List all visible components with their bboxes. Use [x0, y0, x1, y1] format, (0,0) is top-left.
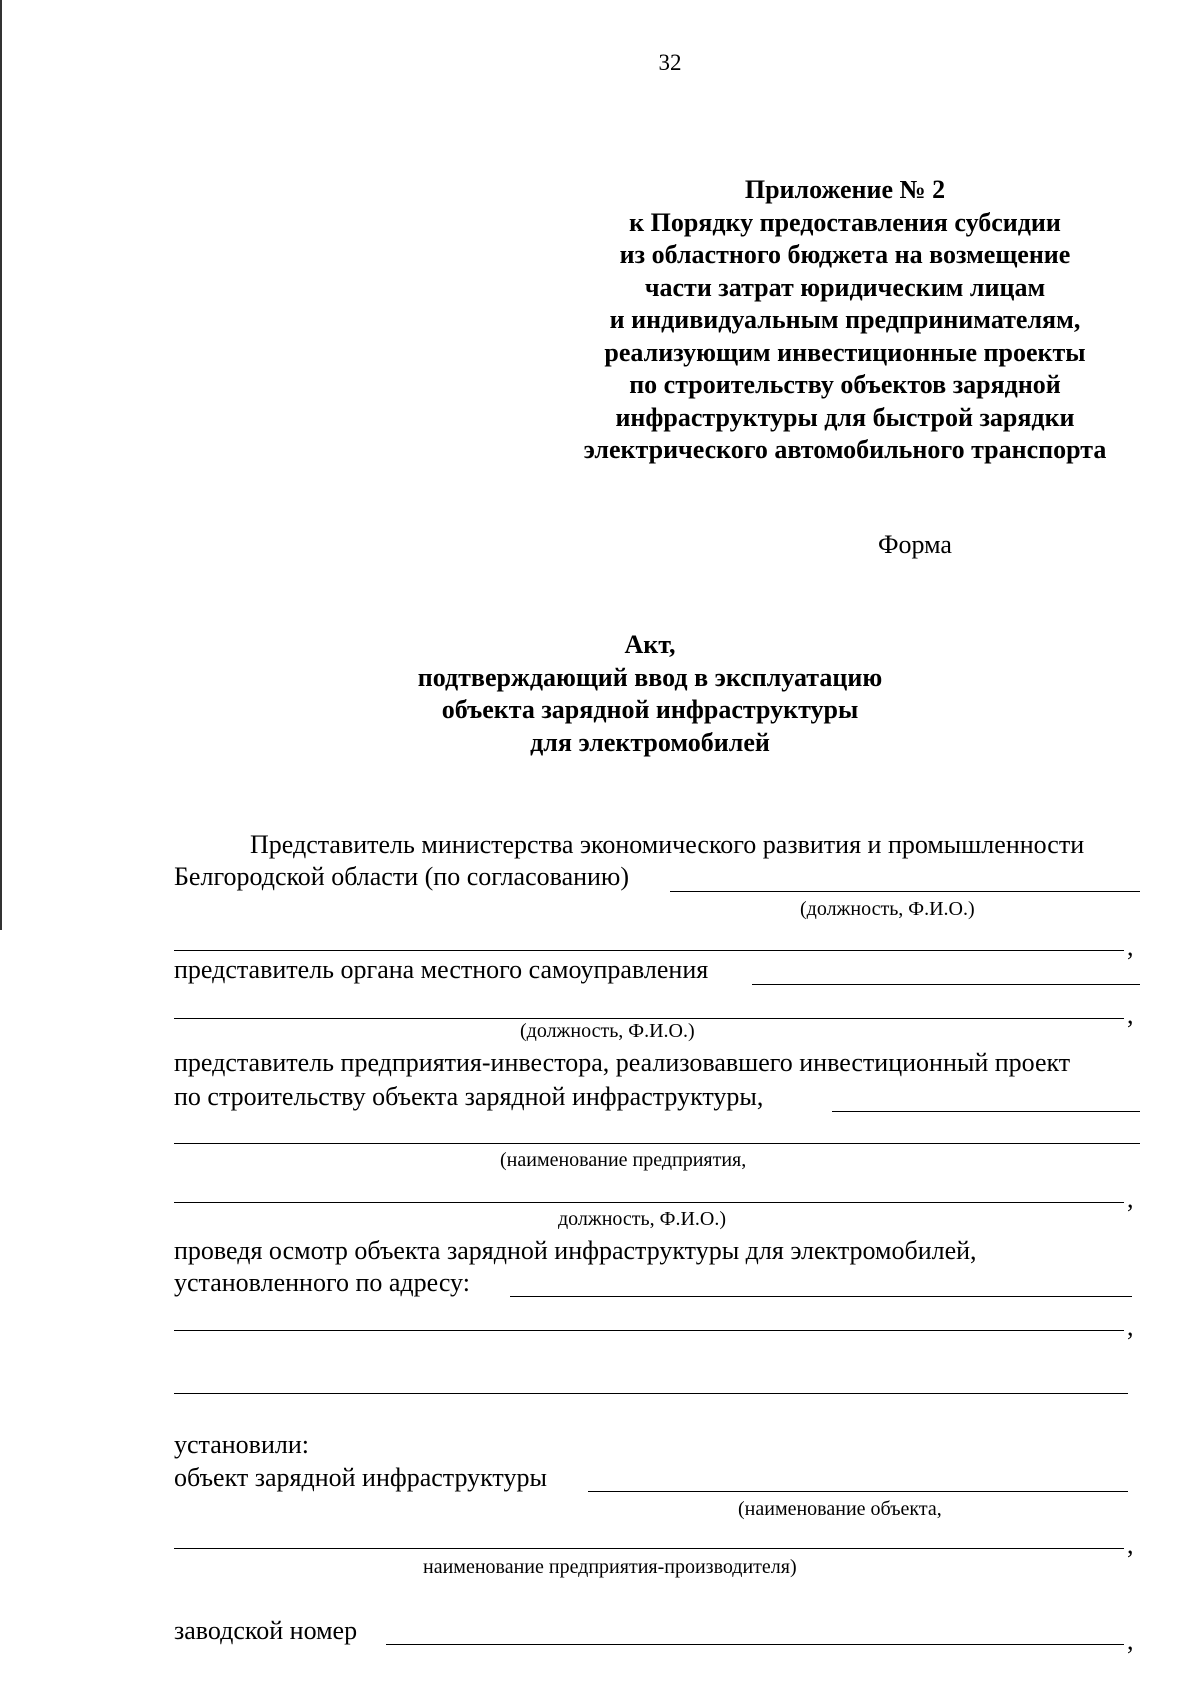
comma: ,: [1127, 1184, 1134, 1213]
investor-rep-line1: представитель предприятия-инвестора, реализовавшего инвестиционный проект: [174, 1048, 1071, 1077]
page-number: 32: [658, 50, 682, 75]
object-label: объект зарядной инфраструктуры: [174, 1463, 547, 1492]
ministry-rep-line2: Белгородской области (по согласованию): [174, 862, 630, 891]
act-title-line: Акт,: [624, 630, 676, 659]
local-gov-rep-label: представитель органа местного самоуправления: [174, 955, 709, 984]
act-title: [300, 629, 1000, 759]
appendix-line: инфраструктуры для быстрой зарядки: [615, 402, 1075, 432]
appendix-line: по строительству объектов зарядной: [629, 370, 1061, 399]
scan-edge: [0, 0, 2, 930]
comma: ,: [1127, 1530, 1134, 1559]
comma: ,: [1127, 1312, 1134, 1341]
act-title-line: объекта зарядной инфраструктуры: [441, 695, 859, 724]
ministry-rep-field-cont[interactable]: [174, 950, 1124, 951]
comma: ,: [1127, 1000, 1134, 1029]
form-label: Форма: [878, 530, 952, 559]
act-title-line: подтверждающий ввод в эксплуатацию: [417, 662, 883, 692]
appendix-line: реализующим инвестиционные проекты: [604, 337, 1086, 367]
local-gov-rep-field[interactable]: [752, 984, 1140, 985]
caption-object-name: (наименование объекта,: [738, 1498, 942, 1520]
established-label: установили:: [174, 1430, 309, 1459]
comma: ,: [1127, 1626, 1134, 1655]
caption-position-name: (должность, Ф.И.О.): [800, 898, 975, 920]
appendix-line: и индивидуальным предпринимателям,: [609, 305, 1081, 334]
address-field-cont[interactable]: [174, 1330, 1124, 1331]
appendix-line: электрического автомобильного транспорта: [583, 435, 1107, 464]
investor-rep-line2: по строительству объекта зарядной инфраструктуры,: [174, 1082, 764, 1111]
appendix-line: к Порядку предоставления субсидии: [629, 207, 1061, 237]
appendix-header: [545, 174, 1145, 467]
appendix-line: из областного бюджета на возмещение: [619, 240, 1071, 269]
serial-number-field[interactable]: [386, 1644, 1124, 1645]
investor-rep-field[interactable]: [832, 1111, 1140, 1112]
ministry-rep-field[interactable]: [670, 891, 1140, 892]
ministry-rep-line1: Представитель министерства экономического развития и промышленности: [250, 830, 1085, 859]
object-field-cont[interactable]: [174, 1548, 1124, 1549]
comma: ,: [1127, 932, 1134, 961]
caption-position-name: должность, Ф.И.О.): [558, 1208, 726, 1230]
address-field[interactable]: [510, 1296, 1132, 1297]
investor-rep-field-cont[interactable]: [174, 1143, 1140, 1144]
appendix-line: части затрат юридическим лицам: [644, 272, 1046, 302]
caption-position-name: (должность, Ф.И.О.): [520, 1020, 695, 1042]
serial-number-label: заводской номер: [174, 1616, 358, 1645]
local-gov-rep-field-cont[interactable]: [174, 1018, 1124, 1019]
investor-rep-field-cont2[interactable]: [174, 1202, 1124, 1203]
caption-enterprise-name: (наименование предприятия,: [500, 1149, 747, 1171]
caption-manufacturer: наименование предприятия-производителя): [423, 1556, 797, 1578]
act-title-line: для электромобилей: [530, 727, 770, 757]
inspection-line2: установленного по адресу:: [174, 1268, 470, 1297]
inspection-line1: проведя осмотр объекта зарядной инфраструктуры для электромобилей,: [174, 1236, 977, 1265]
object-field[interactable]: [588, 1491, 1128, 1492]
address-field-cont2[interactable]: [174, 1393, 1128, 1394]
appendix-line: Приложение № 2: [744, 175, 946, 204]
